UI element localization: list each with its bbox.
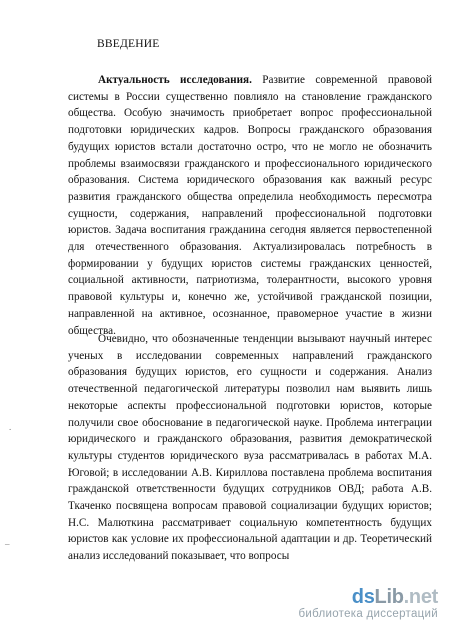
paragraph-relevance xyxy=(68,72,432,339)
watermark-subtitle: библиотека диссертаций xyxy=(298,608,438,620)
paragraph-lead-bold: Актуальность исследования. xyxy=(98,74,252,86)
paragraph-body: Развитие современной правовой системы в России существенно повлияло на становление гражданского общества. Особую значимость приобретает вопрос профессиональной подготовки юридических кадров. Вопросы гражданского образования будущих юристов встали достаточно остро, что не могло не обозначить проблемы взаимосвязи гражданского и профессионального юридического образования. Система юридического образования как важный ресурс развития гражданского общества определила необходимость пересмотра сущности, содержания, направлений профессиональной подготовки юристов. Задача воспитания гражданина сегодня является первостепенной для отечественного образования. Актуализировалась потребность в формировании у будущих юристов системы гражданских ценностей, социальной активности, патриотизма, толерантности, высокого уровня правовой культуры и, конечно же, устойчивой гражданской позиции, направленной на активное, осознанное, правомерное участие в жизни общества. xyxy=(68,74,432,337)
margin-mark: . xyxy=(9,422,12,432)
section-heading: ВВЕДЕНИЕ xyxy=(97,38,160,50)
watermark-logo: dsLib.net xyxy=(351,586,438,608)
watermark xyxy=(298,587,438,620)
paragraph-literature: Очевидно, что обозначенные тенденции вызывают научный интерес ученых в исследовании современных направлений гражданского образования будущих юристов, его сущности и содержания. Анализ отечественной педагогической литературы позволил нам выявить лишь некоторые аспекты профессиональной подготовки юристов, которые получили свое обоснование в педагогической науке. Проблема интеграции юридического и гражданского образования, развития демократической культуры студентов юридического вуза рассматривалась в работах М.А. Юговой; в исследовании А.В. Кириллова поставлена проблема воспитания гражданской ответственности будущих сотрудников ОВД; работа А.В. Ткаченко посвящена вопросам правовой социализации будущих юристов; Н.С. Малюткина рассматривает социальную компетентность будущих юристов как условие их профессиональной адаптации и др. Теоретический анализ исследований показывает, что вопросы xyxy=(68,333,432,563)
margin-mark: – xyxy=(5,539,10,549)
